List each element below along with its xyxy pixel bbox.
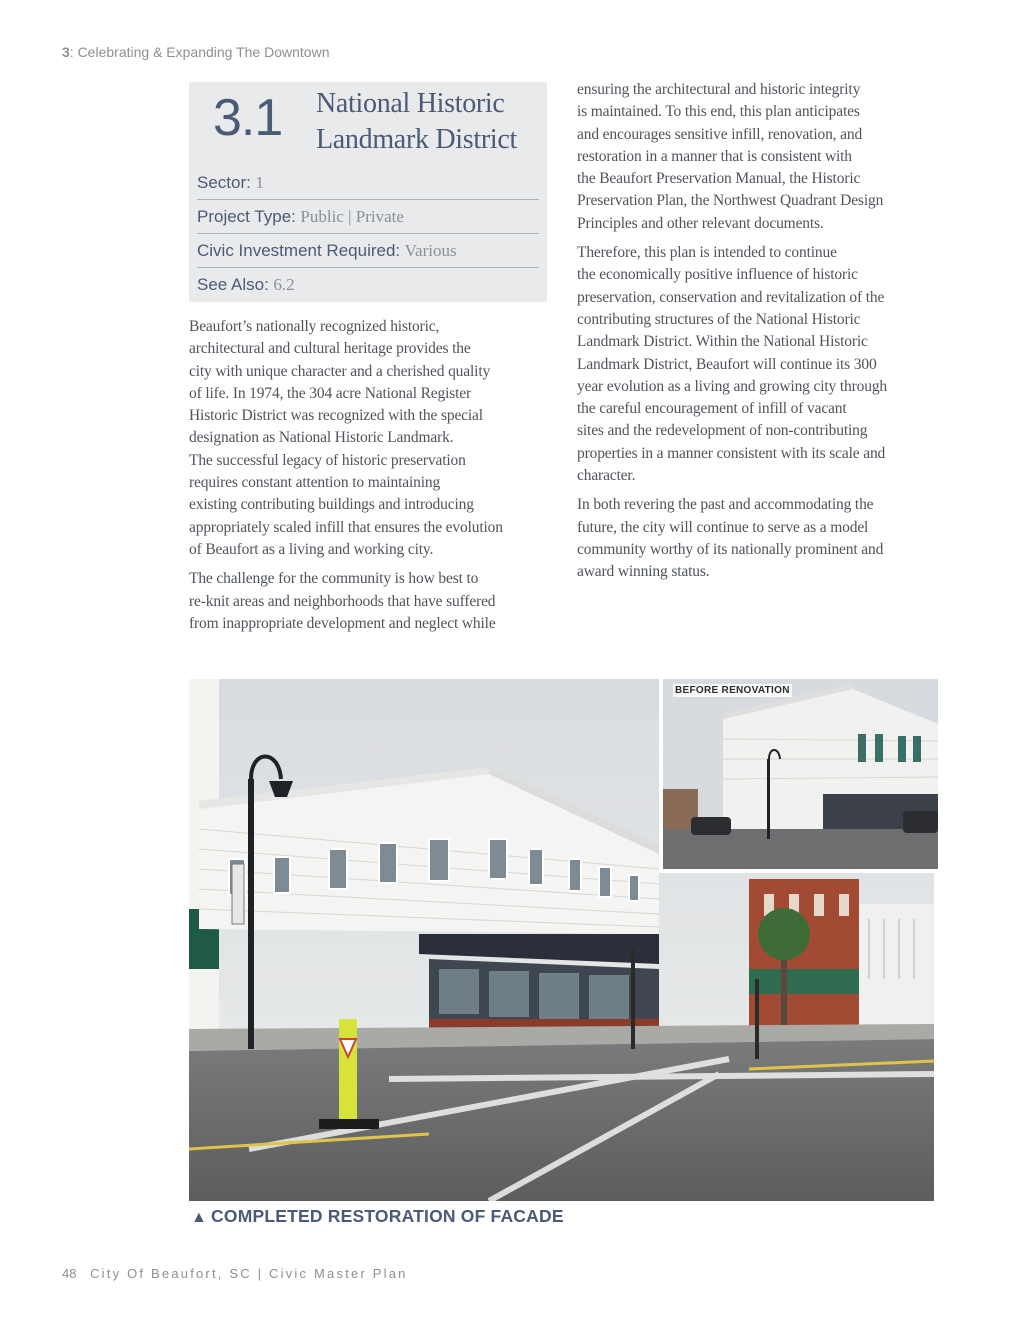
project-number: 3.1 (213, 89, 283, 147)
see-also-value: 6.2 (273, 275, 295, 294)
civic-investment-value: Various (404, 241, 457, 260)
civic-investment-label: Civic Investment Required: (197, 241, 401, 260)
project-title-line-1: National Historic (316, 88, 505, 119)
see-also-row (197, 268, 539, 301)
right-column-text (577, 79, 939, 591)
before-renovation-photo (659, 679, 938, 873)
paragraph: In both revering the past and accommodating the future, the city will continue to serve as a model community worthy of its nationally prominent and award winning status. (577, 496, 884, 581)
project-summary-box (189, 82, 547, 302)
caption-text: COMPLETED RESTORATION OF FACADE (211, 1206, 564, 1226)
project-type-row (197, 200, 539, 234)
project-type-label: Project Type: (197, 207, 296, 226)
document-title: City Of Beaufort, SC | Civic Master Plan (90, 1266, 408, 1281)
sector-value: 1 (255, 173, 264, 192)
triangle-up-icon: ▲ (191, 1209, 208, 1226)
paragraph: Beaufort’s nationally recognized historic, architectural and cultural heritage provides the city with unique character and a cherished quality of life. In 1974, the 304 acre National Register Historic District was recognized with the special designation as National Historic Landmark. The successful legacy of historic preservation requires constant attention to maintaining existing contributing buildings and introducing appropriately scaled infill that ensures the evolution of Beaufort as a living and working city. (189, 318, 503, 558)
project-title-line-2: Landmark District (316, 124, 517, 155)
sector-label: Sector: (197, 173, 251, 192)
section-number: 3 (62, 44, 70, 60)
sector-row (197, 166, 539, 200)
see-also-label: See Also: (197, 275, 269, 294)
paragraph: Therefore, this plan is intended to continue the economically positive influence of historic preservation, conservation and revitalization of the contributing structures of the National Historic Landmark District. Within the National Historic Landmark District, Beaufort will continue its 300 year evolution as a living and growing city through the careful encouragement of infill of vacant sites and the redevelopment of non-contributing properties in a manner consistent with its scale and character. (577, 244, 888, 485)
before-renovation-label: BEFORE RENOVATION (675, 685, 790, 696)
section-title: : Celebrating & Expanding The Downtown (69, 44, 330, 60)
paragraph: ensuring the architectural and historic integrity is maintained. To this end, this plan anticipates and encourages sensitive infill, renovation, and restoration in a manner that is consistent with the Beaufort Preservation Manual, the Historic Preservation Plan, the Northwest Quadrant Design Principles and other relevant documents. (577, 81, 884, 232)
paragraph: The challenge for the community is how best to re-knit areas and neighborhoods that have suffered from inappropriate development and neglect while (189, 570, 496, 632)
page-number: 48 (62, 1266, 77, 1281)
civic-investment-row (197, 234, 539, 268)
project-title (316, 86, 541, 158)
page-footer (62, 1266, 408, 1281)
running-header (62, 44, 329, 60)
project-type-value: Public | Private (300, 207, 404, 226)
left-column-text (189, 316, 551, 642)
figure-caption (191, 1206, 564, 1227)
